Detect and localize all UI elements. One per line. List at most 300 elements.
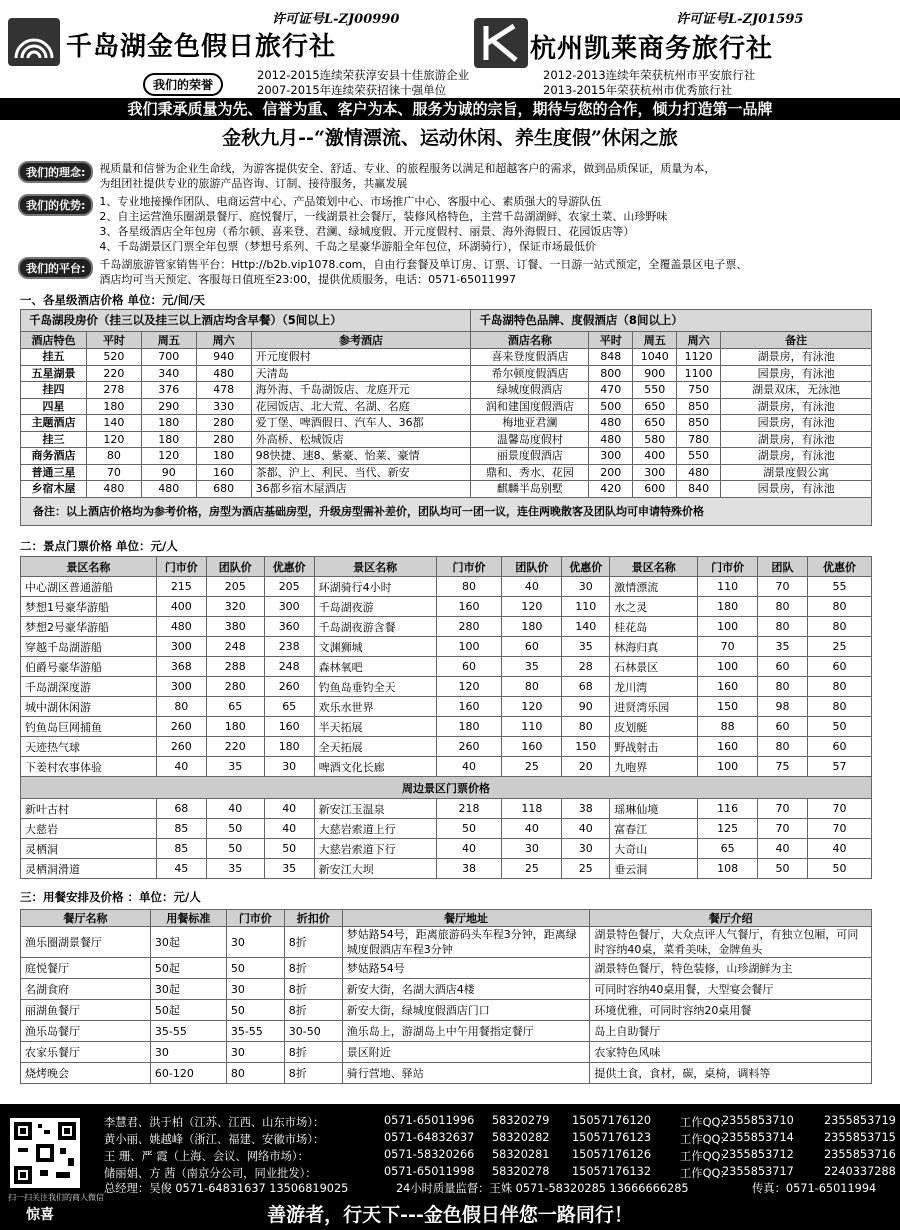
table-cell: 水之灵 [610, 597, 698, 617]
table-cell: 园景房，有泳池 [721, 481, 872, 498]
intro-line: 为组团社提供专业的旅游产品咨询、订制、接待服务，共赢发展 [99, 177, 408, 190]
table-cell: 爱丁堡、啤酒假日、汽车人、36都 [251, 415, 471, 432]
contact-field: 58320279 [492, 1114, 550, 1127]
table-cell: 160 [436, 697, 502, 717]
table-cell: 36都乡宿木屋酒店 [251, 481, 471, 498]
table-cell: 50 [436, 819, 502, 839]
table-cell: 68 [156, 799, 206, 819]
table-cell: 80 [562, 717, 610, 737]
spot-ticket-table [20, 556, 872, 879]
table-cell: 280 [196, 431, 251, 448]
table-cell: 天清岛 [251, 365, 471, 382]
table-cell: 60 [758, 717, 808, 737]
table-cell: 温馨岛度假村 [471, 431, 589, 448]
table-cell: 80 [758, 597, 808, 617]
table-cell: 205 [264, 577, 314, 597]
company-name-left: 千岛湖金色假日旅行社 [66, 32, 337, 62]
manager-contact: 总经理：吴俊 0571-64831637 13506819025 [104, 1182, 349, 1195]
intro-section [18, 161, 894, 290]
table-cell: 65 [698, 839, 758, 859]
table-cell: 20 [562, 757, 610, 777]
table-cell: 700 [141, 349, 196, 366]
honor-line: 2012-2015连续荣获淳安县十佳旅游企业 [257, 68, 470, 82]
table-cell: 新叶古村 [21, 799, 157, 819]
table-row [21, 577, 872, 597]
contact-field: 58320281 [492, 1148, 550, 1161]
contact-field: 58320282 [492, 1131, 550, 1144]
table-cell: 50 [206, 839, 264, 859]
table-cell: 50 [206, 819, 264, 839]
table-cell: 550 [677, 448, 721, 465]
table-cell: 25 [562, 859, 610, 879]
table-cell: 160 [698, 677, 758, 697]
table-cell: 118 [502, 799, 562, 819]
table-cell: 180 [86, 398, 141, 415]
table-cell: 580 [633, 431, 677, 448]
table-cell: 渔乐圈湖景餐厅 [21, 927, 151, 958]
column-header: 酒店特色 [21, 332, 87, 349]
brand-mark: 惊喜 [26, 1207, 54, 1223]
table-row [21, 677, 872, 697]
license-left: 许可证号L-ZJ00990 [272, 12, 400, 27]
table-cell: 160 [196, 464, 251, 481]
table-cell: 湖景房，有泳池 [721, 431, 872, 448]
contact-field: 0571-65011996 [384, 1114, 475, 1127]
table-cell: 40 [758, 839, 808, 859]
table-cell: 商务酒店 [21, 448, 87, 465]
table-cell: 湖景房，有泳池 [721, 349, 872, 366]
table-cell: 520 [86, 349, 141, 366]
table-cell: 30起 [150, 927, 226, 958]
table-cell: 普通三星 [21, 464, 87, 481]
table-cell: 瑶琳仙境 [610, 799, 698, 819]
table-row [21, 799, 872, 819]
table-cell: 园景房，有泳池 [721, 365, 872, 382]
table-cell: 环湖骑行4小时 [314, 577, 436, 597]
table-cell: 海外海、千岛湖饭店、龙庭开元 [251, 382, 471, 399]
table-cell: 湖景房，有泳池 [721, 448, 872, 465]
table-cell: 麒麟半岛别墅 [471, 481, 589, 498]
table-cell: 780 [677, 431, 721, 448]
table-cell: 160 [502, 737, 562, 757]
table-cell: 梦想2号豪华游船 [21, 617, 157, 637]
column-header: 周六 [196, 332, 251, 349]
table-cell: 40 [206, 799, 264, 819]
table-cell: 40 [808, 839, 872, 859]
table-cell: 220 [86, 365, 141, 382]
table-cell: 渔乐岛上，游湖岛上中午用餐指定餐厅 [342, 1021, 590, 1042]
table-cell: 150 [698, 697, 758, 717]
table-row [21, 637, 872, 657]
table-cell: 180 [196, 448, 251, 465]
table-cell: 420 [589, 481, 633, 498]
table-cell: 8折 [284, 1063, 342, 1084]
table-cell: 300 [156, 677, 206, 697]
table-cell: 900 [633, 365, 677, 382]
table-cell: 30 [502, 839, 562, 859]
table-cell: 220 [206, 737, 264, 757]
table-cell: 35-55 [226, 1021, 284, 1042]
contact-field: 工作QQ: [680, 1133, 725, 1146]
honor-line: 2007-2015年连续荣获招徕十强单位 [257, 83, 447, 97]
table-cell: 烧烤晚会 [21, 1063, 151, 1084]
table-row [21, 481, 872, 498]
table-cell: 40 [436, 839, 502, 859]
table-cell: 30 [226, 1042, 284, 1063]
table-cell: 80 [226, 1063, 284, 1084]
table-cell: 480 [196, 365, 251, 382]
license-right: 许可证号L-ZJ01595 [676, 12, 804, 27]
table-cell: 农家特色风味 [590, 1042, 872, 1063]
table-cell: 湖景度假公寓 [721, 464, 872, 481]
table-cell: 梅地亚君澜 [471, 415, 589, 432]
table-row [21, 1063, 872, 1084]
table-cell: 60-120 [150, 1063, 226, 1084]
table-cell: 300 [156, 637, 206, 657]
table-row [21, 839, 872, 859]
column-header: 优惠价 [808, 557, 872, 577]
table-cell: 480 [589, 415, 633, 432]
contact-field: 15057176123 [572, 1131, 652, 1144]
table-cell: 70 [698, 637, 758, 657]
table-cell: 180 [436, 717, 502, 737]
table-cell: 梦姑路54号，距离旅游码头车程3分钟，距离绿城度假酒店车程3分钟 [342, 927, 590, 958]
table-cell: 376 [141, 382, 196, 399]
table-cell: 大慈岩 [21, 819, 157, 839]
table-cell: 喜来登度假酒店 [471, 349, 589, 366]
table-cell: 180 [264, 737, 314, 757]
table-cell: 288 [206, 657, 264, 677]
table-cell: 啤酒文化长廊 [314, 757, 436, 777]
table-cell: 480 [156, 617, 206, 637]
table-cell: 湖景房，有泳池 [721, 398, 872, 415]
contact-field: 工作QQ: [680, 1150, 725, 1163]
contact-field: 15057176126 [572, 1148, 652, 1161]
motto-banner: 我们秉承质量为先、信誉为重、客户为本、服务为诚的宗旨，期待与您的合作，倾力打造第一品牌 [0, 98, 900, 120]
column-header: 门市价 [156, 557, 206, 577]
column-header: 门市价 [436, 557, 502, 577]
table-cell: 8折 [284, 1000, 342, 1021]
intro-line: 3、各星级酒店全年包房（希尔顿、喜来登、君澜、绿城度假、开元度假村、丽景、海外海假日、花园饭店等） [99, 225, 635, 238]
column-header: 餐厅介绍 [590, 910, 872, 927]
table-cell: 35-55 [150, 1021, 226, 1042]
table-cell: 45 [156, 859, 206, 879]
table-cell: 120 [86, 431, 141, 448]
table-cell: 260 [156, 717, 206, 737]
contact-field: 2240337288 [824, 1165, 896, 1178]
table-cell: 30 [562, 577, 610, 597]
column-header: 餐厅地址 [342, 910, 590, 927]
table-cell: 新安江玉温泉 [314, 799, 436, 819]
table-cell: 480 [141, 481, 196, 498]
table-cell: 940 [196, 349, 251, 366]
table-cell: 116 [698, 799, 758, 819]
column-header: 折扣价 [284, 910, 342, 927]
table-cell: 35 [502, 657, 562, 677]
hotel-section-title: 一、各星级酒店价格 单位：元/间/天 [20, 293, 205, 307]
table-cell: 205 [206, 577, 264, 597]
table-cell: 开元度假村 [251, 349, 471, 366]
table-cell: 85 [156, 839, 206, 859]
intro-concept [18, 161, 894, 191]
contact-field: 0571-65011998 [384, 1165, 475, 1178]
table-cell: 30-50 [284, 1021, 342, 1042]
table-cell: 湖景特色餐厅，特色装修，山珍湖鲜为主 [590, 958, 872, 979]
table-cell: 218 [436, 799, 502, 819]
contact-field: 0571-64832637 [384, 1131, 475, 1144]
table-row [21, 979, 872, 1000]
table-cell: 鼎和、秀水、花园 [471, 464, 589, 481]
qr-code-icon [10, 1118, 80, 1188]
table-cell: 挂四 [21, 382, 87, 399]
table-cell: 28 [562, 657, 610, 677]
table-cell: 850 [677, 398, 721, 415]
column-header: 餐厅名称 [21, 910, 151, 927]
table-cell: 千岛湖夜游含餐 [314, 617, 436, 637]
column-header: 周五 [633, 332, 677, 349]
table-cell: 50 [758, 859, 808, 879]
table-cell: 330 [196, 398, 251, 415]
intro-line: 1、专业地接操作团队、电商运营中心、产品策划中心、市场推广中心、客服中心、素质强大的导游队伍 [99, 195, 602, 208]
hotel-price-table [20, 309, 872, 526]
table-cell: 40 [502, 819, 562, 839]
table-cell: 1040 [633, 349, 677, 366]
table-cell: 180 [141, 415, 196, 432]
table-cell: 皮划艇 [610, 717, 698, 737]
intro-line: 视质量和信誉为企业生命线，为游客提供安全、舒适、专业、的旅程服务以满足和超越客户的需求，做到品质保证，质量为本， [99, 162, 716, 175]
table-row [21, 382, 872, 399]
column-header: 酒店名称 [471, 332, 589, 349]
table-cell: 650 [633, 415, 677, 432]
table-cell: 8折 [284, 927, 342, 958]
table-cell: 260 [436, 737, 502, 757]
honor-line: 2012-2013连续年荣获杭州市平安旅行社 [543, 68, 756, 82]
table-cell: 180 [502, 617, 562, 637]
table-cell: 38 [436, 859, 502, 879]
table-cell: 70 [808, 799, 872, 819]
table-cell: 200 [589, 464, 633, 481]
k-logo-icon [474, 18, 528, 68]
table-cell: 伯爵号豪华游船 [21, 657, 157, 677]
table-cell: 30 [264, 757, 314, 777]
table-cell: 50 [808, 717, 872, 737]
table-cell: 480 [86, 481, 141, 498]
quality-contact: 24小时质量监督：王姝 0571-58320285 13666666285 [396, 1182, 689, 1195]
table-cell: 40 [436, 757, 502, 777]
table-cell: 50 [808, 859, 872, 879]
column-header: 参考酒店 [251, 332, 471, 349]
dining-table-header [21, 910, 872, 927]
table-cell: 龙川湾 [610, 677, 698, 697]
table-cell: 98快捷、速8、紫豪、怡莱、豪情 [251, 448, 471, 465]
table-cell: 80 [502, 677, 562, 697]
dining-table [20, 909, 872, 1084]
table-cell: 120 [502, 597, 562, 617]
table-cell: 470 [589, 382, 633, 399]
table-cell: 渔乐岛餐厅 [21, 1021, 151, 1042]
contact-field: 李慧君、洪于柏（江苏、江西、山东市场）： [104, 1116, 325, 1129]
table-cell: 85 [156, 819, 206, 839]
table-cell: 380 [206, 617, 264, 637]
table-cell: 248 [264, 657, 314, 677]
intro-label: 我们的优势: [18, 194, 93, 216]
table-cell: 激情漂流 [610, 577, 698, 597]
table-cell: 全天拓展 [314, 737, 436, 757]
table-cell: 120 [436, 677, 502, 697]
table-cell: 70 [808, 819, 872, 839]
table-cell: 90 [141, 464, 196, 481]
table-cell: 278 [86, 382, 141, 399]
table-cell: 80 [758, 737, 808, 757]
table-cell: 30 [226, 979, 284, 1000]
column-header: 景区名称 [314, 557, 436, 577]
table-cell: 40 [502, 577, 562, 597]
table-row [21, 597, 872, 617]
table-cell: 丽湖鱼餐厅 [21, 1000, 151, 1021]
theme-title: 金秋九月--“激情漂流、运动休闲、养生度假”休闲之旅 [222, 127, 678, 149]
column-header: 团队 [758, 557, 808, 577]
table-cell: 480 [677, 464, 721, 481]
table-cell: 60 [436, 657, 502, 677]
table-cell: 110 [698, 577, 758, 597]
table-cell: 穿越千岛湖游船 [21, 637, 157, 657]
table-cell: 500 [589, 398, 633, 415]
contact-field: 2355853714 [722, 1131, 794, 1144]
table-cell: 25 [808, 637, 872, 657]
table-cell: 60 [808, 737, 872, 757]
table-cell: 110 [562, 597, 610, 617]
table-cell: 灵栖洞 [21, 839, 157, 859]
table-cell: 25 [502, 859, 562, 879]
table-cell: 35 [562, 637, 610, 657]
table-cell: 1100 [677, 365, 721, 382]
table-cell: 120 [502, 697, 562, 717]
table-cell: 300 [633, 464, 677, 481]
intro-line: 4、千岛湖景区门票全年包票（梦想号系列、千岛之星豪华游船全年包位，环湖骑行），保证市场最低价 [99, 240, 596, 253]
table-cell: 70 [758, 819, 808, 839]
table-cell: 75 [758, 757, 808, 777]
table-cell: 68 [562, 677, 610, 697]
table-row [21, 349, 872, 366]
table-cell: 50起 [150, 958, 226, 979]
contact-field: 2355853710 [722, 1114, 794, 1127]
table-cell: 桂花岛 [610, 617, 698, 637]
table-cell: 65 [206, 697, 264, 717]
table-row [21, 657, 872, 677]
table-cell: 梦想1号豪华游船 [21, 597, 157, 617]
table-row [21, 1042, 872, 1063]
column-header: 团队价 [206, 557, 264, 577]
table-cell: 260 [156, 737, 206, 757]
table-cell: 40 [264, 819, 314, 839]
table-cell: 160 [698, 737, 758, 757]
table-cell: 四星 [21, 398, 87, 415]
table-cell: 140 [562, 617, 610, 637]
column-header: 平时 [86, 332, 141, 349]
table-cell: 80 [86, 448, 141, 465]
table-cell: 30 [226, 927, 284, 958]
contact-field: 2355853716 [824, 1148, 896, 1161]
hotel-group-left: 千岛湖段房价（挂三以及挂三以上酒店均含早餐）（5间以上） [21, 310, 471, 332]
table-cell: 湖景双床，无泳池 [721, 382, 872, 399]
table-row [21, 431, 872, 448]
table-cell: 骑行营地、驿站 [342, 1063, 590, 1084]
contact-field: 2355853715 [824, 1131, 896, 1144]
table-cell: 35 [206, 859, 264, 879]
table-cell: 天迹热气球 [21, 737, 157, 757]
table-cell: 乡宿木屋 [21, 481, 87, 498]
table-cell: 57 [808, 757, 872, 777]
table-row [21, 697, 872, 717]
table-cell: 绿城度假酒店 [471, 382, 589, 399]
fax-contact: 传真：0571-65011994 [752, 1182, 877, 1195]
table-cell: 80 [758, 677, 808, 697]
contact-field: 2355853717 [722, 1165, 794, 1178]
table-cell: 欢乐水世界 [314, 697, 436, 717]
column-header: 景区名称 [610, 557, 698, 577]
table-cell: 提供土食，食材，碳，桌椅，调料等 [590, 1063, 872, 1084]
contact-field: 2355853712 [722, 1148, 794, 1161]
table-cell: 大奇山 [610, 839, 698, 859]
honor-line: 2013-2015年荣获杭州市优秀旅行社 [543, 83, 733, 97]
table-cell: 80 [808, 677, 872, 697]
table-cell: 50起 [150, 1000, 226, 1021]
table-cell: 主题酒店 [21, 415, 87, 432]
table-cell: 花园饭店、北大荒、名湖、名庭 [251, 398, 471, 415]
table-cell: 35 [758, 637, 808, 657]
table-cell: 岛上自助餐厅 [590, 1021, 872, 1042]
table-row [21, 415, 872, 432]
column-header: 周六 [677, 332, 721, 349]
table-cell: 园景房，有泳池 [721, 415, 872, 432]
qr-code[interactable] [10, 1118, 80, 1188]
table-cell: 368 [156, 657, 206, 677]
table-cell: 50 [264, 839, 314, 859]
table-cell: 垂云洞 [610, 859, 698, 879]
table-cell: 35 [264, 859, 314, 879]
table-cell: 108 [698, 859, 758, 879]
table-row [21, 958, 872, 979]
column-header: 优惠价 [264, 557, 314, 577]
table-cell: 280 [436, 617, 502, 637]
table-cell: 挂五 [21, 349, 87, 366]
table-cell: 400 [156, 597, 206, 617]
table-cell: 环境优雅，可同时容纳20桌用餐 [590, 1000, 872, 1021]
table-cell: 70 [86, 464, 141, 481]
table-cell: 320 [206, 597, 264, 617]
table-cell: 60 [502, 637, 562, 657]
table-cell: 五星湖景 [21, 365, 87, 382]
table-cell: 400 [633, 448, 677, 465]
table-row [21, 365, 872, 382]
table-cell: 40 [156, 757, 206, 777]
table-cell: 文渊狮城 [314, 637, 436, 657]
table-cell: 160 [436, 597, 502, 617]
table-cell: 挂三 [21, 431, 87, 448]
table-cell: 25 [502, 757, 562, 777]
table-cell: 180 [698, 597, 758, 617]
intro-line: 酒店均可当天预定、客服每日值班至23:00，提供优质服务，电话：0571-65011997 [99, 273, 517, 286]
table-row [21, 927, 872, 958]
contact-field: 工作QQ: [680, 1167, 725, 1180]
table-cell: 千岛湖夜游 [314, 597, 436, 617]
table-cell: 30 [562, 839, 610, 859]
table-cell: 290 [141, 398, 196, 415]
table-cell: 8折 [284, 979, 342, 1000]
table-cell: 650 [633, 398, 677, 415]
table-cell: 80 [436, 577, 502, 597]
contact-field: 0571-58320266 [384, 1148, 475, 1161]
